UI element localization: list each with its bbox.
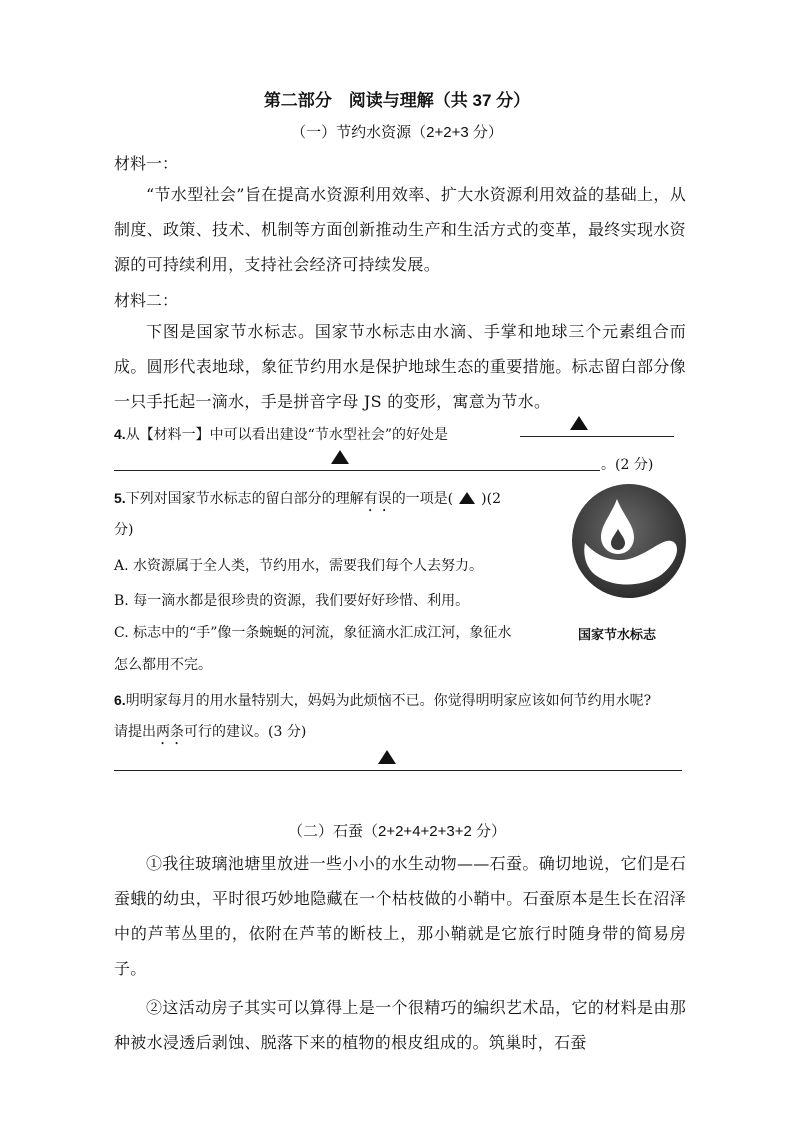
answer-line[interactable] — [114, 770, 682, 771]
option-c-cont: 怎么都用不完。 — [114, 657, 212, 673]
water-saving-logo-icon — [571, 481, 687, 617]
answer-marker-icon — [331, 450, 349, 464]
option-c[interactable]: C. 标志中的“手”像一条蜿蜒的河流，象征滴水汇成江河，象征水 — [114, 625, 512, 641]
option-b[interactable]: B. 每一滴水都是很珍贵的资源，我们要好好珍惜、利用。 — [114, 593, 470, 609]
question-text-cont: 分) — [114, 522, 134, 538]
question-5 — [114, 488, 584, 515]
logo-caption: 国家节水标志 — [578, 627, 657, 642]
material1-label: 材料一： — [114, 154, 179, 173]
question-text: 请提出 — [114, 724, 156, 740]
question-text: 下列对国家节水标志的留白部分的理解 — [125, 491, 364, 507]
question-number: 4. — [114, 426, 126, 442]
emphasis-text: 两条 — [156, 724, 184, 740]
question-text: 从【材料一】中可以看出建设“节水型社会”的好处是 — [125, 427, 449, 443]
question-4 — [114, 424, 448, 445]
option-a[interactable]: A. 水资源属于全人类，节约用水，需要我们每个人去努力。 — [114, 558, 484, 574]
section2-paragraph-2: ②这活动房子其实可以算得上是一个很精巧的编织艺术品，它的材料是由那种被水浸透后剥蚀、脱落下来的植物的根皮组成的。筑巢时，石蚕 — [114, 998, 686, 1052]
question-score: 。(2 分) — [601, 457, 654, 473]
answer-marker-icon — [459, 492, 475, 504]
question-number: 6. — [114, 692, 126, 708]
answer-marker-icon — [378, 750, 396, 764]
emphasis-text: 有误 — [363, 491, 392, 507]
material2-text: 下图是国家节水标志。国家节水标志由水滴、手掌和地球三个元素组合而成。圆形代表地球，象征节约用水是保护地球生态的重要措施。标志留白部分像一只手托起一滴水，手是拼音字母 JS 的变形，寓意为节水。 — [114, 322, 686, 411]
material2-label: 材料二： — [114, 291, 179, 310]
answer-marker-icon — [570, 416, 588, 430]
part-title: 第二部分 阅读与理解（共 37 分） — [263, 91, 531, 110]
answer-line[interactable] — [114, 470, 600, 471]
material1-text: “节水型社会”旨在提高水资源利用效率、扩大水资源利用效益的基础上，从制度、政策、技术、机制等方面创新推动生产和生活方式的变革，最终实现水资源的可持续利用，支持社会经济可持续发展。 — [114, 185, 686, 274]
section2-paragraph-1: ①我往玻璃池塘里放进一些小小的水生动物——石蚕。确切地说，它们是石蚕蛾的幼虫，平时很巧妙地隐藏在一个枯枝做的小鞘中。石蚕原本是生长在沼泽中的芦苇丛里的，依附在芦苇的断枝上，那小鞘就是它旅行时随身带的简易房子。 — [114, 854, 686, 978]
section1-title: （一）节约水资源（2+2+3 分） — [291, 124, 503, 141]
question-6-cont — [114, 722, 306, 748]
section2-title: （二）石蚕（2+2+4+2+3+2 分） — [287, 823, 507, 840]
question-6 — [114, 690, 694, 711]
question-text: )(2 — [481, 491, 501, 507]
question-number: 5. — [114, 490, 126, 506]
question-text: 的一项是( — [391, 491, 454, 507]
question-text: 明明家每月的用水量特别大，妈妈为此烦恼不已。你觉得明明家应该如何节约用水呢? — [125, 693, 652, 709]
answer-line[interactable] — [520, 436, 674, 437]
question-text: 可行的建议。(3 分) — [184, 724, 307, 740]
